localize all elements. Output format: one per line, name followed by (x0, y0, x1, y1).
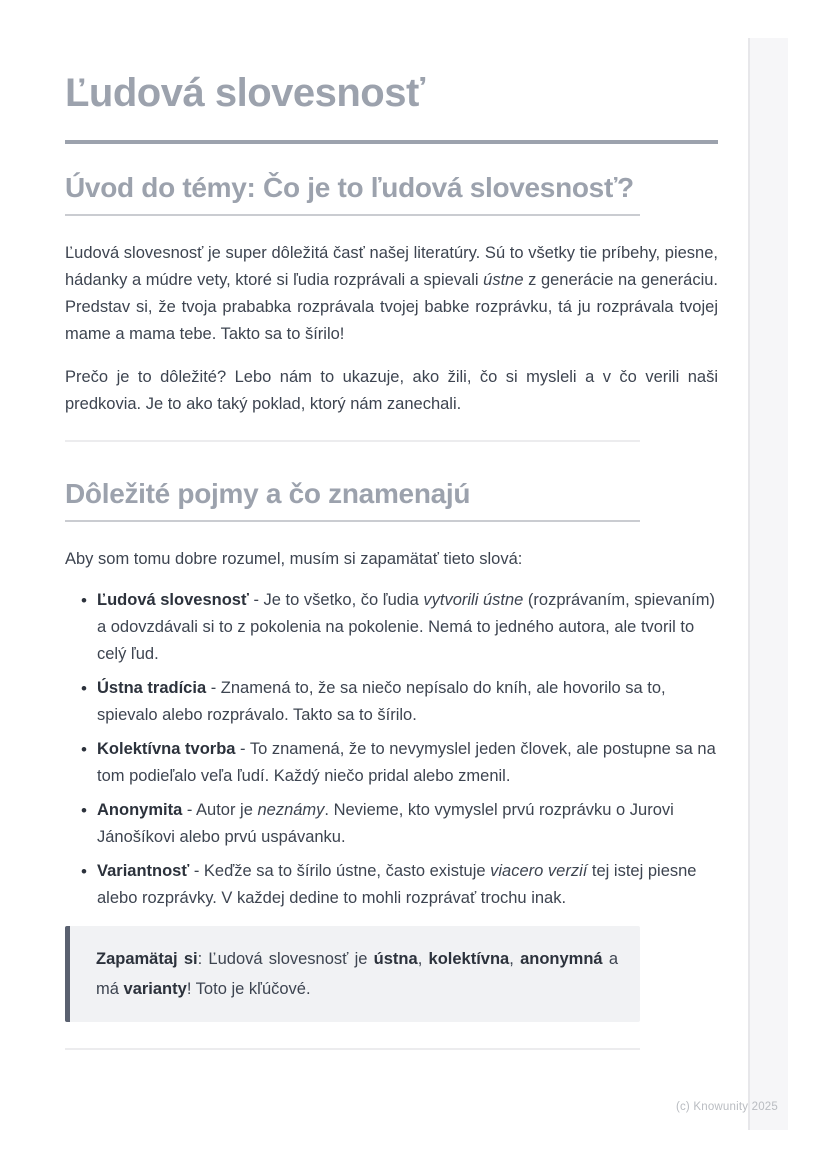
intro-paragraph-1 (65, 240, 718, 348)
text-run: Zapamätaj si (96, 950, 198, 968)
callout-text (96, 944, 618, 1004)
text-run: vytvorili ústne (423, 591, 524, 609)
text-run: Ľudová slovesnosť (97, 591, 249, 609)
text-run: (rozprávaním, spievaním) a odovzdávali si to z pokolenia na pokolenie. Nemá to jedného autora, ale tvoril to celý ľud. (97, 591, 715, 663)
section-divider (65, 440, 640, 442)
text-run: Variantnosť (97, 862, 190, 880)
title-divider (65, 140, 718, 144)
term-item (65, 797, 718, 851)
term-item (65, 587, 718, 668)
text-run: - Keďže sa to šírilo ústne, často existuje (189, 862, 491, 880)
text-run: : Ľudová slovesnosť je (197, 950, 374, 968)
text-run: anonymná (520, 950, 603, 968)
term-item (65, 675, 718, 729)
text-run: ! Toto je kľúčové. (186, 980, 311, 998)
text-run: varianty (123, 980, 187, 998)
section-heading-terms: Dôležité pojmy a čo znamenajú (65, 472, 640, 522)
text-run: Ľudová slovesnosť je super dôležitá časť našej literatúry. Sú to všetky tie príbehy, piesne, hádanky a múdre vety, ktoré si ľudia rozprávali a spievali (65, 244, 718, 289)
callout-box (65, 926, 640, 1022)
term-item (65, 736, 718, 790)
section-terms (65, 472, 718, 1022)
document-content (65, 0, 718, 1050)
text-run: Anonymita (97, 801, 183, 819)
text-run: viacero verzií (490, 862, 588, 880)
text-run: - Autor je (182, 801, 258, 819)
text-run: - Znamená to, že sa niečo nepísalo do kníh, ale hovorilo sa to, spievalo alebo rozprávalo. Takto sa to šírilo. (97, 679, 666, 724)
text-run: neznámy (257, 801, 325, 819)
term-item (65, 858, 718, 912)
terms-intro: Aby som tomu dobre rozumel, musím si zapamätať tieto slová: (65, 550, 523, 568)
section-heading-intro: Úvod do témy: Čo je to ľudová slovesnosť? (65, 166, 640, 216)
section-intro (65, 166, 718, 418)
text-run: , (417, 950, 429, 968)
text-run: Prečo je to dôležité? Lebo nám to ukazuje, ako žili, čo si mysleli a v čo verili naši predkovia. Je to ako taký poklad, ktorý nám zanechali. (65, 368, 718, 413)
terms-list (65, 587, 718, 912)
text-run: , (509, 950, 521, 968)
text-run: ústne (483, 271, 524, 289)
text-run: a má (96, 950, 619, 998)
intro-paragraph-2 (65, 364, 718, 418)
text-run: . Nevieme, kto vymyslel prvú rozprávku o Jurovi Jánošíkovi alebo prvú uspávanku. (97, 801, 674, 846)
page-title: Ľudová slovesnosť (65, 71, 425, 115)
text-run: - Je to všetko, čo ľudia (248, 591, 424, 609)
text-run: Kolektívna tvorba (97, 740, 236, 758)
text-run: kolektívna (428, 950, 510, 968)
text-run: - To znamená, že to nevymyslel jeden človek, ale postupne sa na tom podieľalo veľa ľudí. Každý niečo pridal alebo zmenil. (97, 740, 716, 785)
page-edge-strip (748, 38, 788, 1130)
bottom-divider (65, 1048, 640, 1050)
footer-credit: (c) Knowunity 2025 (675, 1101, 778, 1113)
text-run: z generácie na generáciu. Predstav si, že tvoja prababka rozprávala tvojej babke rozprávku, tá ju rozprávala tvojej mame a mama tebe. Takto sa to šírilo! (65, 271, 719, 343)
text-run: tej istej piesne alebo rozprávky. V každej dedine to mohli rozprávať trochu inak. (97, 862, 697, 907)
text-run: ústna (373, 950, 418, 968)
text-run: Ústna tradícia (97, 679, 207, 697)
